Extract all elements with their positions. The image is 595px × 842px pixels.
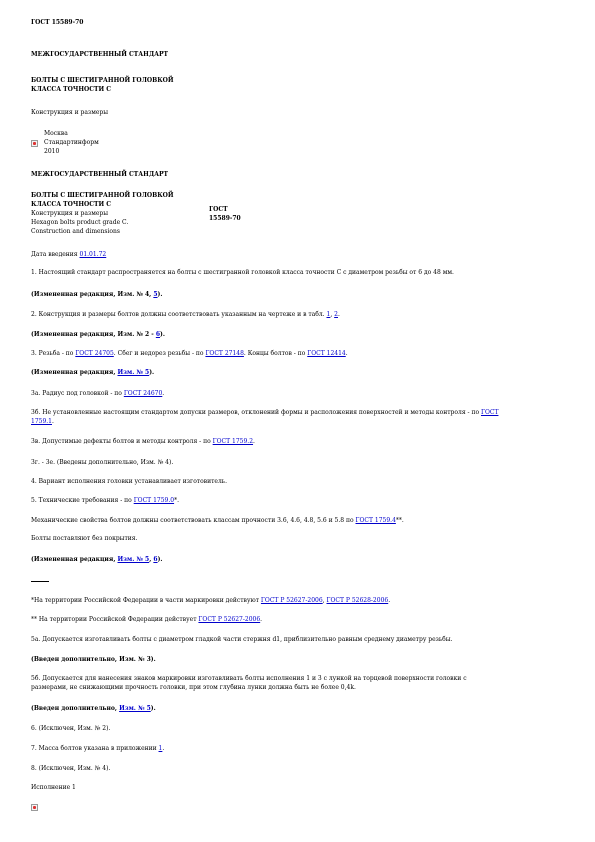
paragraph-5	[31, 497, 179, 505]
amendment-link[interactable]: Изм. № 5	[117, 556, 150, 563]
note-text: ).	[157, 291, 163, 298]
paragraph-5-coating: Болты поставляют без покрытия.	[31, 535, 138, 542]
paragraph-text: .	[337, 311, 340, 318]
note-text: (Введен дополнительно,	[31, 705, 120, 712]
paragraph-7	[31, 745, 164, 753]
paragraph-text: 3в. Допустимые дефекты болтов и методы контроля - по	[31, 438, 213, 445]
gost-r-52628-link[interactable]: ГОСТ Р 52628-2006	[326, 597, 389, 604]
note-text: ).	[157, 556, 163, 563]
title-line-2: КЛАССА ТОЧНОСТИ С	[31, 86, 112, 93]
paragraph-3b	[31, 409, 498, 417]
paragraph-6: 6. (Исключен, Изм. № 2).	[31, 725, 111, 732]
paragraph-5b-note	[31, 705, 156, 713]
broken-image-icon	[31, 140, 38, 147]
paragraph-2	[31, 311, 340, 319]
paragraph-1-note	[31, 291, 162, 299]
gost-24670-link[interactable]: ГОСТ 24670	[123, 390, 163, 397]
paragraph-text: 3а. Радиус под головкой - по	[31, 390, 124, 397]
paragraph-3b-cont	[31, 418, 54, 426]
note-text: ).	[160, 331, 165, 338]
footnote-text: .	[388, 597, 391, 604]
footnote-text: *На территории Российской Федерации в части маркировки действуют	[31, 597, 261, 604]
note-text: (Измененная редакция, Изм. № 2 -	[31, 331, 156, 338]
note-text: ).	[149, 369, 155, 376]
gost-r-52627-link[interactable]: ГОСТ Р 52627-2006	[198, 616, 261, 623]
gost-1759-2-link[interactable]: ГОСТ 1759.2	[212, 438, 254, 445]
paragraph-5-mechanical	[31, 517, 404, 525]
table-1-link[interactable]: 1	[326, 311, 331, 318]
paragraph-text: . Сбег и недорез резьбы - по	[113, 350, 206, 357]
amendment-link[interactable]: Изм. № 5	[117, 369, 150, 376]
appendix-heading: Исполнение 1	[31, 784, 76, 791]
paragraph-text: 7. Масса болтов указана в приложении	[31, 745, 159, 752]
paragraph-text: 5. Технические требования - по	[31, 497, 134, 504]
title-line-1: БОЛТЫ С ШЕСТИГРАННОЙ ГОЛОВКОЙ	[31, 77, 174, 84]
paragraph-5-note	[31, 556, 163, 564]
standard-type-heading-2: МЕЖГОСУДАРСТВЕННЫЙ СТАНДАРТ	[31, 171, 169, 178]
standard-type-heading: МЕЖГОСУДАРСТВЕННЫЙ СТАНДАРТ	[31, 51, 169, 58]
paragraph-3a	[31, 390, 164, 398]
gost-12414-link[interactable]: ГОСТ 12414	[307, 350, 346, 357]
subtitle: Конструкция и размеры	[31, 109, 109, 116]
paragraph-3v	[31, 438, 255, 446]
gost-number: 15589-70	[209, 215, 241, 222]
paragraph-1: 1. Настоящий стандарт распространяется на болты с шестигранной головкой класса точности С с диаметром резьбы от 6 до 48 мм.	[31, 269, 454, 276]
paragraph-5a-note: (Введен дополнительно, Изм. № 3).	[31, 656, 156, 663]
intro-date	[31, 251, 106, 259]
gost-1759-0-link[interactable]: ГОСТ 1759.0	[133, 497, 175, 504]
gost-1759-1-link-part-b[interactable]: 1759.1	[31, 418, 52, 425]
paragraph-text: *.	[174, 497, 179, 504]
paragraph-2-note	[31, 331, 165, 339]
publisher-name: Стандартинформ	[44, 139, 99, 146]
paragraph-text: 2. Конструкция и размеры болтов должны соответствовать указанным на чертеже и в табл.	[31, 311, 327, 318]
paragraph-text: .	[345, 350, 348, 357]
paragraph-text: ,	[330, 311, 335, 318]
appendix-1-link[interactable]: 1	[158, 745, 163, 752]
amendment-link[interactable]: 6	[155, 331, 161, 338]
footnote-1	[31, 597, 390, 605]
paragraph-text: 3б. Не установленные настоящим стандартом допуски размеров, отклонений формы и расположения поверхностей и методы контроля - по	[31, 409, 481, 416]
footnote-text: ** На территории Российской Федерации действует	[31, 616, 199, 623]
broken-image-icon	[31, 804, 38, 811]
gost-1759-4-link[interactable]: ГОСТ 1759.4	[355, 517, 396, 524]
note-text: (Измененная редакция,	[31, 369, 118, 376]
amendment-link[interactable]: Изм. № 5	[119, 705, 151, 712]
paragraph-text: .	[253, 438, 255, 445]
paragraph-text: Механические свойства болтов должны соответствовать классам прочности 3.6, 4.6, 4.8, 5.6 и 5.8 по	[31, 517, 356, 524]
gost-label: ГОСТ	[209, 206, 228, 213]
title-2-line-1: БОЛТЫ С ШЕСТИГРАННОЙ ГОЛОВКОЙ	[31, 192, 174, 199]
paragraph-4: 4. Вариант исполнения головки устанавливает изготовитель.	[31, 478, 227, 485]
paragraph-text: **.	[395, 517, 404, 524]
publisher-city: Москва	[44, 130, 68, 137]
gost-24705-link[interactable]: ГОСТ 24705	[75, 350, 114, 357]
english-title-line-1: Hexagon bolts product grade C.	[31, 219, 129, 226]
table-2-link[interactable]: 2	[334, 311, 338, 318]
gost-r-52627-link[interactable]: ГОСТ Р 52627-2006	[260, 597, 323, 604]
title-2-line-2: КЛАССА ТОЧНОСТИ С	[31, 201, 112, 208]
paragraph-text: . Концы болтов - по	[243, 350, 308, 357]
footnote-2	[31, 616, 262, 624]
note-text: ).	[150, 705, 156, 712]
paragraph-5b-line-1: 5б. Допускается для нанесения знаков маркировки изготавливать болты исполнения 1 и 3 с лункой на торцевой поверхности головки с	[31, 675, 467, 682]
paragraph-text: .	[162, 390, 165, 397]
paragraph-3g: 3г. - 3е. (Введены дополнительно, Изм. № 4).	[31, 459, 174, 466]
gost-1759-1-link-part-a[interactable]: ГОСТ	[480, 409, 499, 416]
intro-date-link[interactable]: 01.01.72	[79, 251, 107, 258]
footnote-text: ,	[322, 597, 327, 604]
paragraph-3	[31, 350, 348, 358]
paragraph-text: .	[52, 418, 54, 425]
doc-code: ГОСТ 15589-70	[31, 19, 84, 26]
footnote-divider	[31, 581, 49, 582]
gost-27148-link[interactable]: ГОСТ 27148	[205, 350, 244, 357]
subtitle-2: Конструкция и размеры	[31, 210, 109, 217]
paragraph-text: .	[162, 745, 165, 752]
footnote-text: .	[260, 616, 263, 623]
note-text: (Измененная редакция,	[31, 556, 118, 563]
paragraph-3-note	[31, 369, 154, 377]
publisher-year: 2010	[44, 148, 60, 155]
amendment-link[interactable]: 5	[153, 291, 158, 298]
amendment-link[interactable]: 6	[153, 556, 158, 563]
paragraph-8: 8. (Исключен, Изм. № 4).	[31, 765, 111, 772]
paragraph-text: 3. Резьба - по	[31, 350, 76, 357]
note-text: ,	[149, 556, 154, 563]
paragraph-5b-line-2: размерами, не снижающими прочность головки, при этом глубина лунки должна быть не более 0,4k.	[31, 684, 356, 691]
note-text: (Измененная редакция, Изм. № 4,	[31, 291, 154, 298]
english-title-line-2: Construction and dimensions	[31, 228, 120, 235]
paragraph-5a: 5а. Допускается изготавливать болты с диаметром гладкой части стержня d1, приблизительно равным среднему диаметру резьбы.	[31, 636, 453, 643]
intro-date-label: Дата введения	[31, 251, 80, 258]
